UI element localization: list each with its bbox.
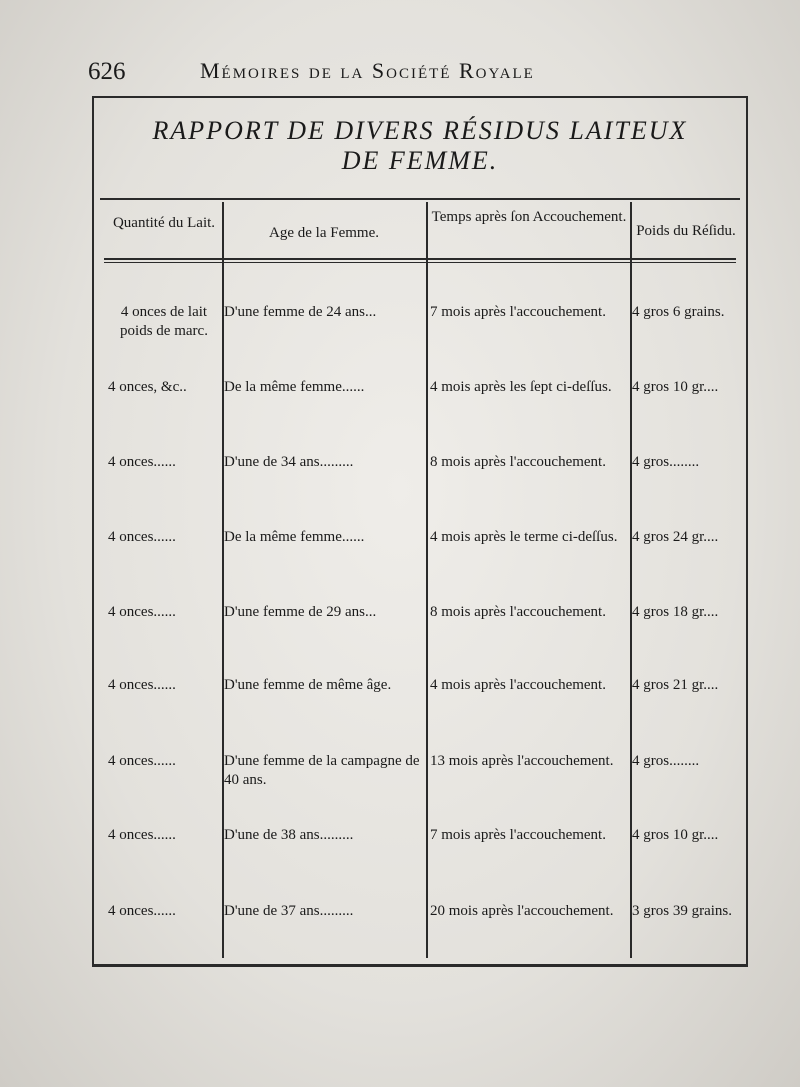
table-frame [92,96,748,967]
table-cell: 4 gros 21 gr.... [632,677,719,693]
table-cell: 13 mois après l'accouchement. [430,753,614,769]
table-cell: 4 onces...... [108,827,176,843]
table-title-line-1: RAPPORT DE DIVERS RÉSIDUS LAITEUX [152,116,688,145]
table-cell: 4 gros 10 gr.... [632,827,719,843]
table-cell: 4 gros 18 gr.... [632,604,719,620]
table-cell: 4 onces...... [108,677,176,693]
table-cell: D'une de 34 ans......... [224,454,354,470]
table-cell: 3 gros 39 grains. [632,903,732,919]
table-cell: 8 mois après l'accouchement. [430,454,606,470]
table-cell: D'une femme de la campagne de 40 ans. [224,753,420,788]
table-cell: 8 mois après l'accouchement. [430,604,606,620]
rule-top [100,198,740,200]
column-header: Age de la Femme. [269,225,379,241]
table-cell: 4 gros 10 gr.... [632,379,719,395]
table-cell: D'une femme de 29 ans... [224,604,377,620]
column-header: Temps après ſon Accouchement. [431,209,627,225]
table-cell: D'une de 37 ans......... [224,903,354,919]
column-divider [426,202,428,958]
rule-header-bottom-thin [104,262,736,263]
column-header: Quantité du Lait. [112,215,216,231]
table-cell: 4 gros 24 gr.... [632,529,719,545]
table-cell: 7 mois après l'accouchement. [430,827,606,843]
table-cell: 4 gros........ [632,454,700,470]
table-cell: 4 onces...... [108,903,176,919]
table-title-line-2: DE FEMME. [341,146,499,175]
table-cell: 4 onces...... [108,454,176,470]
table-cell: 4 mois après les ſept ci-deſſus. [430,379,612,395]
table-cell: 4 gros........ [632,753,700,769]
table-cell: 20 mois après l'accouchement. [430,903,614,919]
table-cell: 4 onces...... [108,753,176,769]
table-cell: De la même femme...... [224,529,365,545]
column-header: Poids du Réſidu. [636,223,736,239]
table-cell: 4 onces...... [108,604,176,620]
table-title [94,116,746,176]
running-head [0,52,800,88]
table-cell: 4 gros 6 grains. [632,304,725,320]
page-number: 626 [88,58,126,85]
table-cell: D'une femme de même âge. [224,677,392,693]
table-cell: De la même femme...... [224,379,365,395]
table-cell: 7 mois après l'accouchement. [430,304,606,320]
table-cell: 4 onces de lait poids de marc. [120,304,208,339]
table-cell: 4 onces...... [108,529,176,545]
table-cell: D'une de 38 ans......... [224,827,354,843]
rule-header-bottom [104,258,736,260]
table-cell: 4 onces, &c.. [108,379,187,395]
table-cell: D'une femme de 24 ans... [224,304,377,320]
running-head-title: Mémoires de la Société Royale [200,58,535,83]
table-cell: 4 mois après l'accouchement. [430,677,606,693]
table-cell: 4 mois après le terme ci-deſſus. [430,529,618,545]
